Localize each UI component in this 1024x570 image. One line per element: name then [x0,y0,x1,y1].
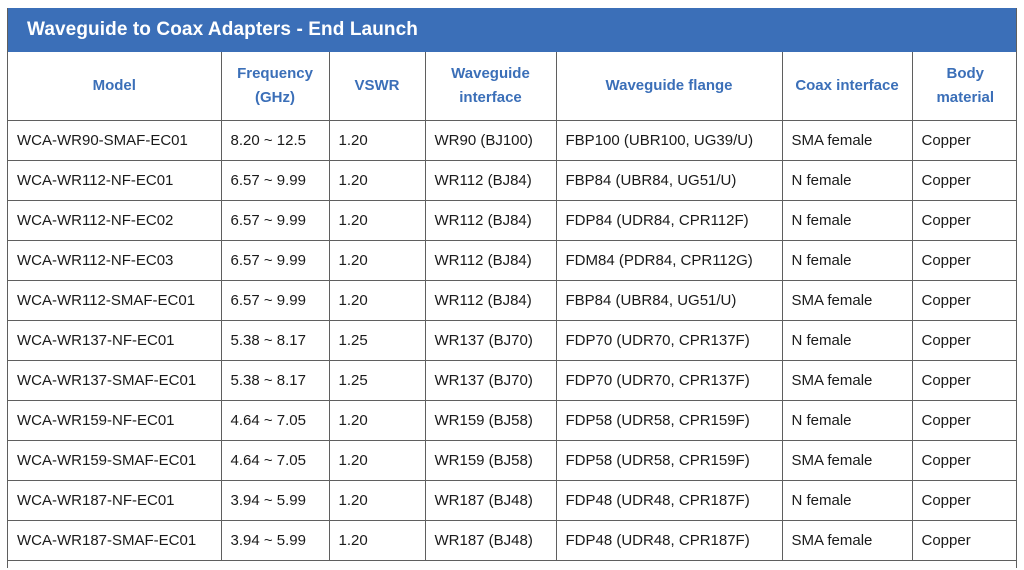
table-cell: Copper [912,200,1017,240]
table-cell: WR112 (BJ84) [425,200,556,240]
table-cell: 1.25 [329,320,425,360]
table-cell: SMA female [782,360,912,400]
table-cell: WCA-WR137-NF-EC01 [8,320,221,360]
table-cell: WCA-WR112-NF-EC03 [8,240,221,280]
column-header-line: VSWR [354,76,400,94]
table-cell: FDP48 (UDR48, CPR187F) [556,480,782,520]
table-cell: 8.20 ~ 12.5 [221,120,329,160]
table-cell: SMA female [782,280,912,320]
column-header-line: interface [459,88,522,106]
table-cell: WR187 (BJ48) [425,480,556,520]
table-cell: N female [782,160,912,200]
table-cell: WCA-WR159-NF-EC01 [8,400,221,440]
table-cell: WCA-WR137-SMAF-EC01 [8,360,221,400]
table-cell: N female [782,240,912,280]
column-header [425,52,556,120]
table-cell: 1.20 [329,120,425,160]
table-cell: 1.20 [329,240,425,280]
table-cell: Copper [912,160,1017,200]
table-cell: 5.38 ~ 8.17 [221,360,329,400]
adapter-spec-sheet [7,8,1017,568]
column-header [329,52,425,120]
table-row [8,520,1017,560]
table-cell: FDP58 (UDR58, CPR159F) [556,440,782,480]
table-header [8,52,1017,120]
table-cell: WR137 (BJ70) [425,360,556,400]
table-cell: Copper [912,120,1017,160]
table-cell: 6.57 ~ 9.99 [221,240,329,280]
table-row [8,280,1017,320]
table-cell: WR159 (BJ58) [425,440,556,480]
column-header [782,52,912,120]
table-cell: WCA-WR90-SMAF-EC01 [8,120,221,160]
table-row [8,320,1017,360]
table-row [8,400,1017,440]
column-header-line: (GHz) [255,88,295,106]
table-cell: 4.64 ~ 7.05 [221,440,329,480]
column-header-line: Model [92,76,136,94]
table-cell: 1.20 [329,480,425,520]
table-cell: WR159 (BJ58) [425,400,556,440]
table-cell: WR137 (BJ70) [425,320,556,360]
table-cell: WCA-WR112-NF-EC02 [8,200,221,240]
table-cell: FDP58 (UDR58, CPR159F) [556,400,782,440]
table-cell: Copper [912,360,1017,400]
column-header-line: Waveguide [451,64,530,82]
column-header [556,52,782,120]
table-cell: 5.38 ~ 8.17 [221,320,329,360]
table-cell: N female [782,400,912,440]
column-header-line: Coax interface [795,76,899,94]
table-cell: 6.57 ~ 9.99 [221,280,329,320]
table-cell: SMA female [782,440,912,480]
table-row [8,240,1017,280]
column-header-line: Body [946,64,984,82]
table-cell: FDP70 (UDR70, CPR137F) [556,320,782,360]
table-cell: WCA-WR112-NF-EC01 [8,160,221,200]
table-cell: 3.94 ~ 5.99 [221,480,329,520]
table-cell: WR90 (BJ100) [425,120,556,160]
table-cell: 6.57 ~ 9.99 [221,200,329,240]
table-cell: WR112 (BJ84) [425,160,556,200]
table-row [8,120,1017,160]
table-cell: FBP100 (UBR100, UG39/U) [556,120,782,160]
table-cell: 1.25 [329,360,425,400]
table-row [8,360,1017,400]
table-cell: 6.57 ~ 9.99 [221,160,329,200]
table-cell: N female [782,200,912,240]
column-header-line: Waveguide flange [605,76,733,94]
table-cell: SMA female [782,120,912,160]
table-row [8,440,1017,480]
table-cell: N female [782,320,912,360]
table-cell: WR112 (BJ84) [425,240,556,280]
table-cell: 4.64 ~ 7.05 [221,400,329,440]
column-header [8,52,221,120]
table-row [8,160,1017,200]
table-cell: FDP48 (UDR48, CPR187F) [556,520,782,560]
table-cell: N female [782,480,912,520]
table-cell: Copper [912,320,1017,360]
column-header [912,52,1017,120]
table-title: Waveguide to Coax Adapters - End Launch [8,8,1016,52]
table-cell: 1.20 [329,400,425,440]
table-cell: Copper [912,480,1017,520]
table-cell: 1.20 [329,160,425,200]
table-cell: 1.20 [329,200,425,240]
table-cell: WR112 (BJ84) [425,280,556,320]
table-row [8,480,1017,520]
table-cell: FBP84 (UBR84, UG51/U) [556,280,782,320]
table-cell: FDP84 (UDR84, CPR112F) [556,200,782,240]
table-body [8,120,1017,560]
table-cell: 1.20 [329,520,425,560]
table-cell: WCA-WR159-SMAF-EC01 [8,440,221,480]
adapter-spec-table [8,52,1017,561]
table-cell: 1.20 [329,280,425,320]
table-cell: SMA female [782,520,912,560]
column-header-line: material [936,88,995,106]
table-row [8,200,1017,240]
table-cell: Copper [912,240,1017,280]
header-row [8,52,1017,120]
table-cell: WCA-WR187-NF-EC01 [8,480,221,520]
table-cell: Copper [912,400,1017,440]
table-cell: FDM84 (PDR84, CPR112G) [556,240,782,280]
table-cell: WCA-WR187-SMAF-EC01 [8,520,221,560]
table-cell: Copper [912,520,1017,560]
table-cell: FDP70 (UDR70, CPR137F) [556,360,782,400]
table-cell: Copper [912,440,1017,480]
column-header [221,52,329,120]
table-cell: 3.94 ~ 5.99 [221,520,329,560]
column-header-line: Frequency [237,64,313,82]
table-cell: Copper [912,280,1017,320]
table-cell: 1.20 [329,440,425,480]
table-cell: FBP84 (UBR84, UG51/U) [556,160,782,200]
table-cell: WR187 (BJ48) [425,520,556,560]
table-cell: WCA-WR112-SMAF-EC01 [8,280,221,320]
